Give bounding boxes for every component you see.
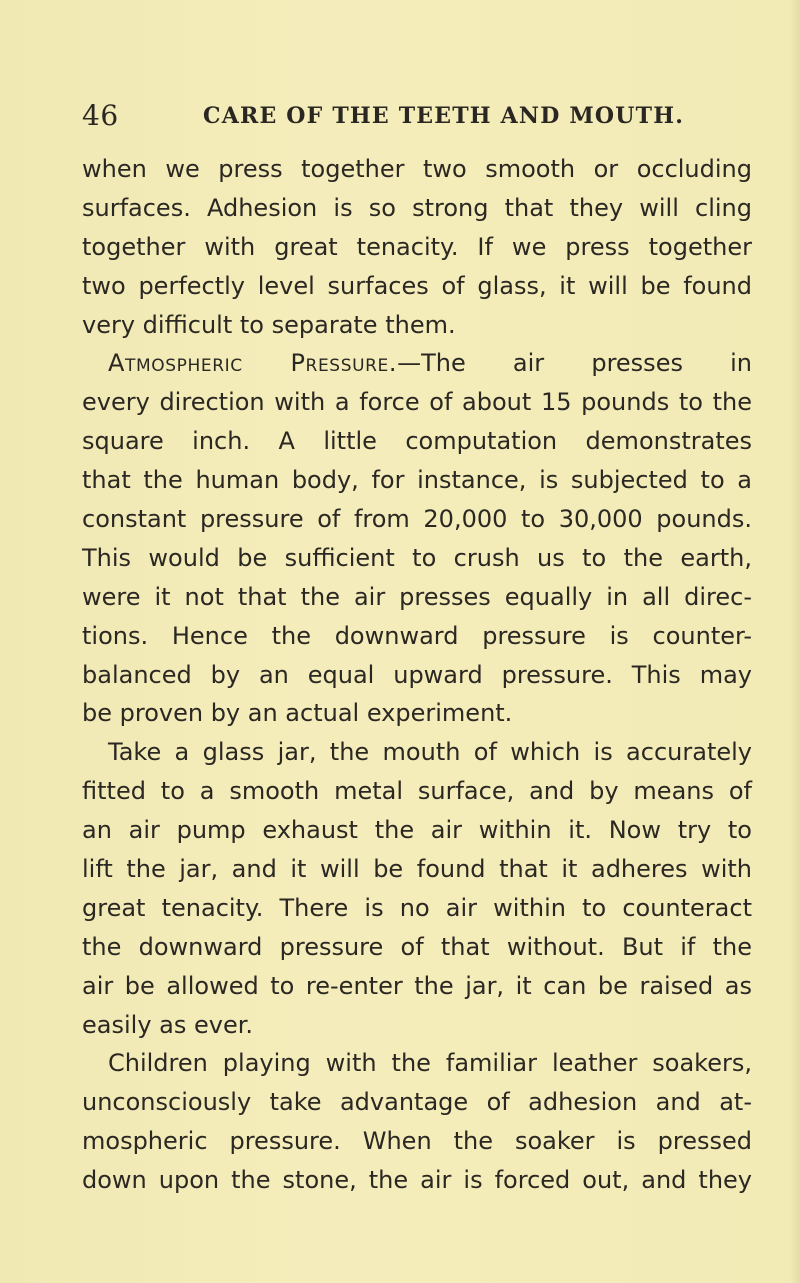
text-line: two perfectly level surfaces of glass, it will be found bbox=[82, 271, 752, 300]
text-line: balanced by an equal upward pressure. This may bbox=[82, 660, 752, 689]
running-head: CARE OF THE TEETH AND MOUTH. bbox=[203, 103, 685, 129]
text-line: air be allowed to re-enter the jar, it can be raised as bbox=[82, 971, 752, 1000]
text-line: great tenacity. There is no air within to counteract bbox=[82, 893, 752, 922]
page-number: 46 bbox=[82, 99, 119, 132]
text-line: be proven by an actual experiment. bbox=[82, 699, 513, 728]
text-line: Take a glass jar, the mouth of which is accurately bbox=[108, 738, 752, 767]
text-line: very difficult to separate them. bbox=[82, 310, 456, 339]
text-line: together with great tenacity. If we press together bbox=[82, 232, 752, 261]
text-line: tions. Hence the downward pressure is counter- bbox=[82, 621, 752, 650]
text-line: surfaces. Adhesion is so strong that they will cling bbox=[82, 193, 752, 222]
text-line: lift the jar, and it will be found that it adheres with bbox=[82, 855, 752, 884]
text-line: square inch. A little computation demonstrates bbox=[82, 427, 752, 456]
body-text bbox=[82, 150, 752, 1200]
text-line: every direction with a force of about 15 pounds to the bbox=[82, 388, 752, 417]
section-heading-line bbox=[82, 344, 752, 383]
page-edge-shadow bbox=[790, 0, 800, 1283]
text-line: easily as ever. bbox=[82, 1010, 254, 1039]
text-line: down upon the stone, the air is forced out, and they bbox=[82, 1166, 752, 1195]
text-line: constant pressure of from 20,000 to 30,000 pounds. bbox=[82, 505, 752, 534]
text-line: an air pump exhaust the air within it. Now try to bbox=[82, 816, 752, 845]
text-line: Children playing with the familiar leather soakers, bbox=[108, 1049, 752, 1078]
text-line: the downward pressure of that without. But if the bbox=[82, 932, 752, 961]
text-line: when we press together two smooth or occluding bbox=[82, 155, 752, 183]
text-line: fitted to a smooth metal surface, and by means of bbox=[82, 777, 752, 806]
text-line: unconsciously take advantage of adhesion and at- bbox=[82, 1088, 752, 1117]
text-line: were it not that the air presses equally in all direc- bbox=[82, 582, 752, 611]
text-line: mospheric pressure. When the soaker is pressed bbox=[82, 1127, 752, 1156]
section-heading: Atmospheric Pressure. bbox=[108, 349, 398, 378]
page-header bbox=[82, 96, 782, 136]
text-line: This would be sufficient to crush us to the earth, bbox=[82, 543, 752, 572]
text-segment: —The air presses in bbox=[397, 349, 753, 378]
text-line: that the human body, for instance, is subjected to a bbox=[82, 466, 752, 495]
